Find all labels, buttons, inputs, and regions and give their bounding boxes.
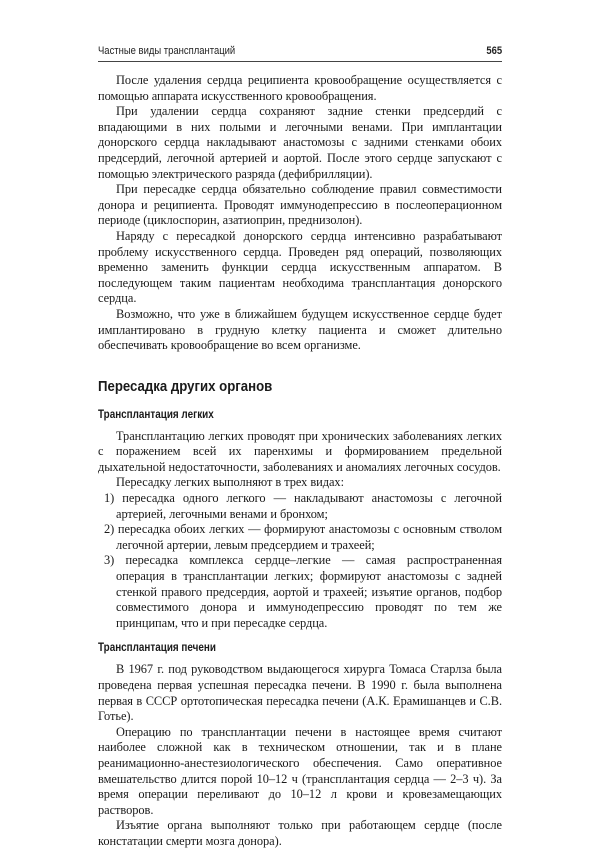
header-rule bbox=[98, 61, 502, 62]
page-body bbox=[98, 73, 502, 850]
paragraph: Трансплантацию легких проводят при хронических заболеваниях легких с поражением всей их паренхимы и формированием предельной дыхательной недостаточности, заболеваниях и аномалиях легочных сосудов. bbox=[98, 428, 502, 474]
paragraph: Пересадку легких выполняют в трех видах: bbox=[116, 475, 344, 490]
list-item: 2) пересадка обоих легких — формируют анастомозы с основным стволом легочной артерии, левым предсердием и трахеей; bbox=[104, 522, 502, 552]
list-item: 3) пересадка комплекса сердце–легкие — самая распространенная операция в трансплантации легких; формируют анастомозы с задней стенкой правого предсердия, аортой и трахеей; изъятие органов, подбор совместимого донора и иммунодепрессию проводят по тем же принципам, что и при пересадке сердца. bbox=[104, 553, 502, 630]
page-number: 565 bbox=[486, 45, 503, 57]
running-head bbox=[98, 44, 502, 58]
paragraph: После удаления сердца реципиента кровообращение осуществляется с помощью аппарата искусственного кровообращения. bbox=[98, 73, 502, 103]
paragraph: При удалении сердца сохраняют задние стенки предсердий с впадающими в них полыми и легочными венами. При имплантации донорского сердца накладывают анастомозы с задними стенками обоих предсердий, легочной артерией и аортой. После этого сердце запускают с помощью электрического разряда (дефибрилляции). bbox=[98, 104, 502, 181]
paragraph: Наряду с пересадкой донорского сердца интенсивно разрабатывают проблему искусственного сердца. Проведен ряд операций, позволяющих временно заменить функции сердца искусственным аппаратом. В последующем таким пациентам необходима трансплантация донорского сердца. bbox=[98, 228, 502, 306]
paragraph: Изъятие органа выполняют только при работающем сердце (после констатации смерти мозга донора). bbox=[98, 818, 502, 848]
section-heading: Пересадка других органов bbox=[98, 377, 273, 395]
paragraph: При пересадке сердца обязательно соблюдение правил совместимости донора и реципиента. Проводят иммунодепрессию в послеоперационном периоде (циклоспорин, азатиоприн, преднизолон). bbox=[98, 182, 502, 228]
paragraph: В 1967 г. под руководством выдающегося хирурга Томаса Старлза была проведена первая успешная пересадка печени. В 1990 г. была выполнена первая в СССР ортотопическая пересадка печени (А.К. Ерамишанцев и С.В. Готье). bbox=[98, 662, 502, 724]
subsection-heading-lungs: Трансплантация легких bbox=[98, 408, 214, 421]
paragraph: Возможно, что уже в ближайшем будущем искусственное сердце будет имплантировано в грудную клетку пациента и сможет длительно обеспечивать кровообращение во всем организме. bbox=[98, 306, 502, 353]
running-title: Частные виды трансплантаций bbox=[98, 45, 236, 57]
list-item: 1) пересадка одного легкого — накладывают анастомозы с легочной артерией, легочными венами и бронхом; bbox=[104, 491, 502, 521]
paragraph: Операцию по трансплантации печени в настоящее время считают наиболее сложной как в техническом отношении, так и в плане реанимационно-анестезиологического обеспечения. Само оперативное вмешательство длится порой 10–12 ч (трансплантация сердца — 2–3 ч). За время операции переливают до 10–12 л крови и кровезамещающих растворов. bbox=[98, 724, 502, 817]
subsection-heading-liver: Трансплантация печени bbox=[98, 642, 216, 655]
